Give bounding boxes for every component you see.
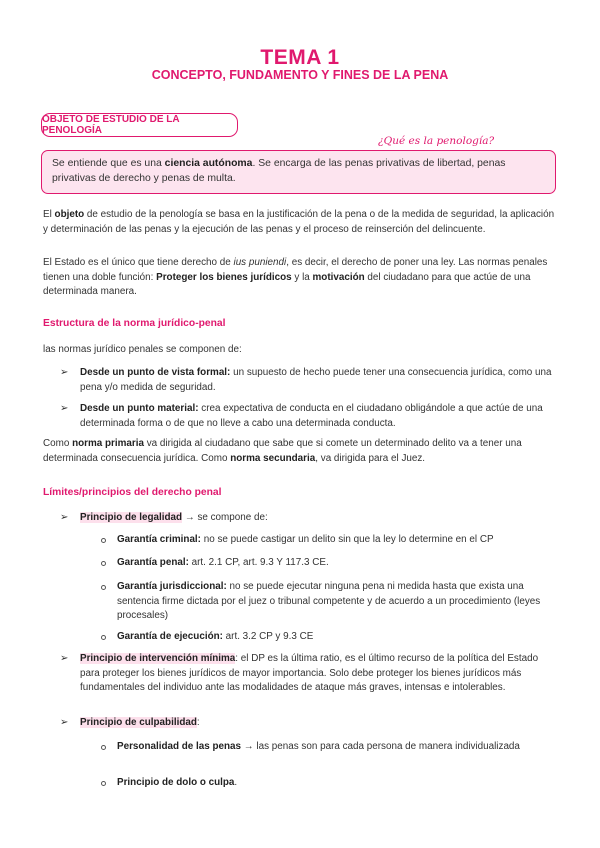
p2-bold1: Proteger los bienes jurídicos [156, 271, 292, 283]
guarantee-ejecucion [117, 630, 553, 645]
arrow-bullet-icon: ➢ [60, 512, 69, 523]
guarantee-penal [117, 556, 553, 571]
circle-bullet-icon [101, 585, 106, 590]
callout-text-pre: Se entiende que es una [52, 158, 165, 169]
arrow-bullet-icon: ➢ [60, 367, 69, 378]
sub-dolo-culpa [117, 776, 553, 791]
arrow-bullet-icon: ➢ [60, 717, 69, 728]
p3-bold1: norma primaria [72, 438, 144, 449]
guarantee-penal-text: art. 2.1 CP, art. 9.3 Y 117.3 CE. [188, 557, 329, 568]
principle-intervencion-text: : el DP es la última ratio, es el último recurso de la política del Estado para proteger los bienes jurídicos de mayor importancia. Solo debe proteger los bienes jurídicos más fundamentales del individuo ante las modalidades de ataque más graves, intensas e intolerables. [80, 653, 539, 693]
arrow-bullet-icon: ➢ [60, 653, 69, 664]
arrow-bullet-icon: ➢ [60, 403, 69, 414]
bullet-formal-bold: Desde un punto de vista formal: [80, 367, 231, 378]
p1-post: de estudio de la penología se basa en la justificación de la pena o de la medida de seguridad, la aplicación y determinación de las penas y la ejecución de las penas y el proceso de reinserción del delincuente. [43, 209, 555, 235]
p2-a: El Estado es el único que tiene derecho de [43, 257, 234, 268]
circle-bullet-icon [101, 781, 106, 786]
heading-limites: Límites/principios del derecho penal [43, 487, 222, 498]
guarantee-jurisdiccional [117, 580, 553, 624]
p1-pre: El [43, 209, 55, 220]
paragraph-estado [43, 256, 557, 300]
definition-callout [41, 150, 556, 194]
callout-text-post: . Se encarga de las penas privativas de libertad, penas privativas de derecho y penas de multa. [52, 158, 506, 184]
p3-c: , va dirigida para el Juez. [315, 452, 426, 464]
principle-culpabilidad-bold: Principio de culpabilidad [80, 717, 197, 728]
principle-legalidad-text: → se compone de: [182, 512, 268, 523]
callout-question: ¿Qué es la penología? [378, 135, 495, 147]
sub-personalidad [117, 740, 553, 755]
guarantee-penal-bold: Garantía penal: [117, 557, 189, 568]
paragraph-normas [43, 437, 557, 466]
paragraph-intro-normas: las normas jurídico penales se componen de: [43, 344, 242, 355]
callout-bold: ciencia autónoma [164, 158, 253, 169]
guarantee-jurisdiccional-bold: Garantía jurisdiccional: [117, 581, 227, 592]
bullet-material-text: crea expectativa de conducta en el ciudadano obligándole a que actúe de una determinada forma o de que no lleve a cabo una determinada conducta. [80, 403, 543, 429]
circle-bullet-icon [101, 561, 106, 566]
circle-bullet-icon [101, 635, 106, 640]
principle-culpabilidad-text: : [196, 717, 200, 728]
guarantee-criminal [117, 533, 553, 548]
p3-b: va dirigida al ciudadano que sabe que si comete un determinado delito va a tener una determinada consecuencia jurídica. Como [43, 438, 522, 464]
section-box-penologia [41, 113, 238, 137]
sub-personalidad-bold: Personalidad de las penas [117, 741, 242, 752]
guarantee-criminal-bold: Garantía criminal: [117, 534, 201, 545]
p1-bold: objeto [54, 209, 85, 220]
p3-a: Como [43, 438, 73, 449]
guarantee-ejecucion-bold: Garantía de ejecución: [117, 631, 223, 642]
p2-italic: ius puniendi [233, 257, 287, 268]
circle-bullet-icon [101, 538, 106, 543]
p2-c: y la [291, 271, 313, 283]
bullet-intervencion-minima [60, 652, 556, 696]
sub-dolo-bold: Principio de dolo o culpa [117, 777, 235, 788]
p3-bold2: norma secundaria [230, 452, 316, 464]
bullet-formal [60, 366, 556, 395]
circle-bullet-icon [101, 745, 106, 750]
p2-bold2: motivación [312, 271, 365, 283]
page-title: TEMA 1 [260, 46, 340, 69]
sub-personalidad-text: → las penas son para cada persona de manera individualizada [241, 741, 520, 752]
page-subtitle: CONCEPTO, FUNDAMENTO Y FINES DE LA PENA [151, 68, 449, 82]
p2-d: del ciudadano para que actúe de una determinada manera. [43, 271, 531, 297]
paragraph-objeto [43, 208, 557, 237]
guarantee-ejecucion-text: art. 3.2 CP y 9.3 CE [222, 631, 314, 642]
p2-b: , es decir, el derecho de poner una ley. Las normas penales tienen una doble función: [43, 257, 548, 283]
guarantee-criminal-text: no se puede castigar un delito sin que la ley lo determine en el CP [200, 534, 494, 545]
principle-intervencion-bold: Principio de intervención mínima [80, 653, 236, 664]
section-box-title: OBJETO DE ESTUDIO DE LA PENOLOGÍA [42, 114, 180, 136]
bullet-formal-text: un supuesto de hecho puede tener una consecuencia jurídica, como una pena y/o medida de seguridad. [80, 367, 552, 393]
guarantee-jurisdiccional-text: no se puede ejecutar ninguna pena ni medida hasta que exista una sentencia firme dictada por el juez o tribunal competente y de acuerdo a un procedimiento (leyes procesales) [117, 581, 541, 621]
principle-legalidad-bold: Principio de legalidad [80, 512, 183, 523]
sub-dolo-text: . [234, 777, 238, 788]
bullet-material [60, 402, 556, 431]
bullet-legalidad [60, 511, 556, 526]
bullet-culpabilidad [60, 716, 556, 731]
heading-estructura: Estructura de la norma jurídico-penal [43, 318, 226, 329]
bullet-material-bold: Desde un punto material: [80, 403, 199, 414]
